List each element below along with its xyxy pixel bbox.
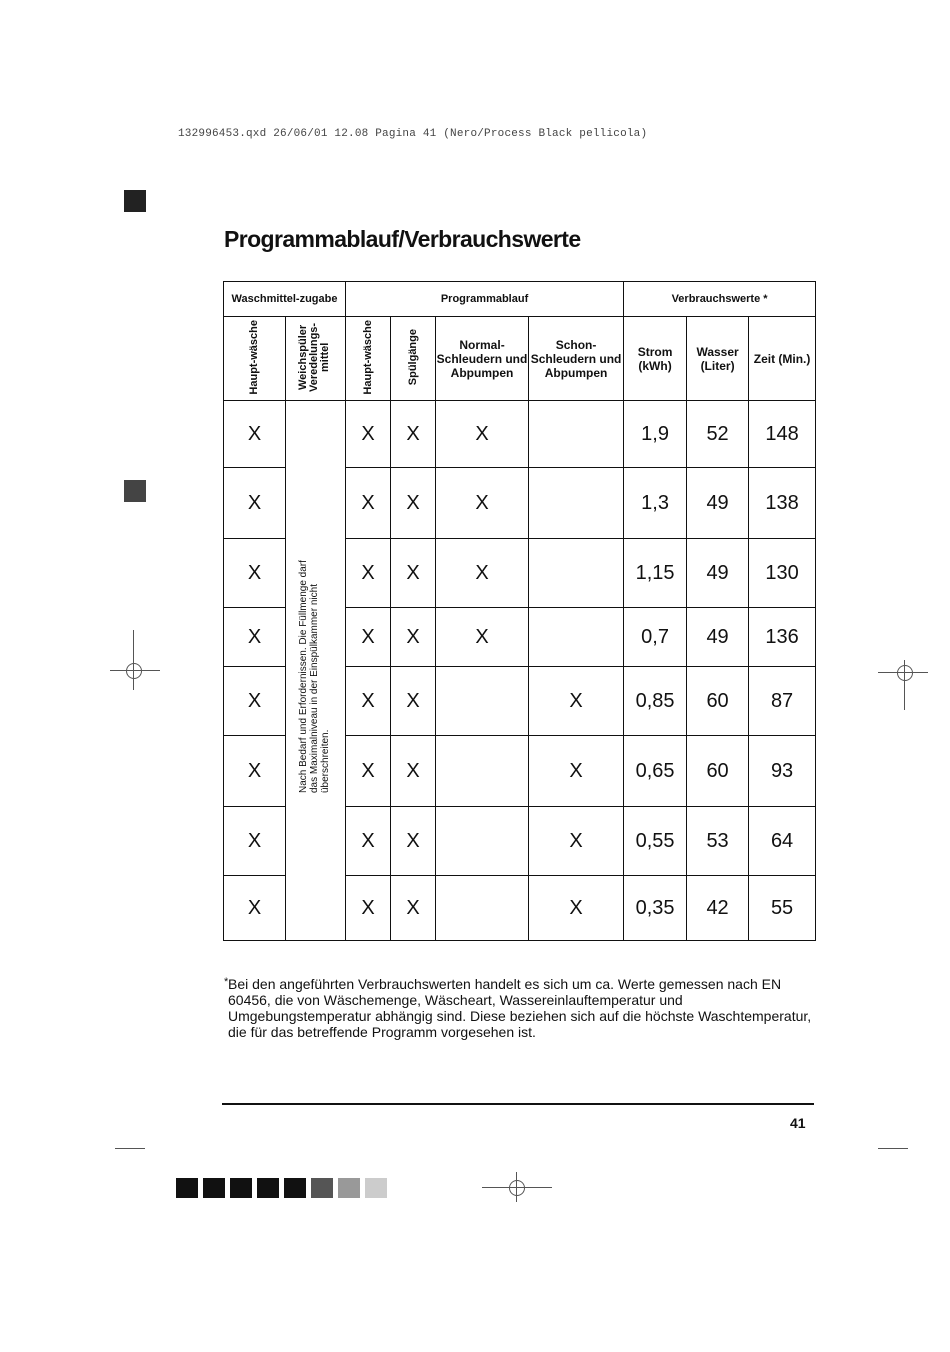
softener-note: Nach Bedarf und Erfordernissen. Die Füllmenge darf das Maximalniveau in der Einspülkammer nicht überschreiten. <box>297 560 331 793</box>
cell-normal: X <box>436 608 529 667</box>
cell-zeit: 55 <box>749 876 816 941</box>
col-header-strom: Strom (kWh) <box>624 317 687 401</box>
cell-normal: X <box>436 539 529 608</box>
page-title: Programmablauf/Verbrauchswerte <box>224 226 581 252</box>
cell-strom: 1,9 <box>624 401 687 468</box>
cell-spuel: X <box>391 401 436 468</box>
col-header-hauptwaesche-2 <box>346 317 391 401</box>
cell-haupt2: X <box>346 468 391 539</box>
col-label-hauptwaesche: Haupt-wäsche <box>248 319 260 395</box>
footnote-marker: * <box>224 976 229 988</box>
page-number: 41 <box>790 1115 806 1131</box>
cell-schon <box>529 608 624 667</box>
cell-normal <box>436 736 529 807</box>
group-header-program: Programmablauf <box>346 282 624 317</box>
col-header-normal: Normal-Schleudern und Abpumpen <box>436 317 529 401</box>
cell-normal: X <box>436 468 529 539</box>
cell-zeit: 136 <box>749 608 816 667</box>
footnote-text: Bei den angeführten Verbrauchswerten handelt es sich um ca. Werte gemessen nach EN 60456, die von Wäschemenge, Wäscheart, Wassereinlauftemperatur und Umgebungstemperatur abhängig sind. Diese beziehen sich auf die höchste Waschtemperatur, die für das betreffende Programm vorgesehen ist. <box>228 976 812 1040</box>
crop-mark-right <box>878 660 928 710</box>
cell-haupt2: X <box>346 608 391 667</box>
cell-wasser: 42 <box>687 876 749 941</box>
col-label-spuelgaenge: Spülgänge <box>406 328 419 386</box>
cell-strom: 0,65 <box>624 736 687 807</box>
cell-schon: X <box>529 876 624 941</box>
cell-strom: 0,55 <box>624 807 687 876</box>
cell-wasser: 52 <box>687 401 749 468</box>
cell-haupt2: X <box>346 736 391 807</box>
cell-spuel: X <box>391 736 436 807</box>
softener-note-cell <box>286 401 346 941</box>
crop-mark-bottom-left <box>115 1148 145 1150</box>
cell-haupt2: X <box>346 876 391 941</box>
cell-wasser: 49 <box>687 468 749 539</box>
cell-wasser: 49 <box>687 608 749 667</box>
cell-zeit: 130 <box>749 539 816 608</box>
group-header-consumption: Verbrauchswerte * <box>624 282 816 317</box>
cell-zeit: 93 <box>749 736 816 807</box>
color-bar <box>311 1178 333 1198</box>
color-bar <box>230 1178 252 1198</box>
color-bar <box>176 1178 198 1198</box>
col-header-wasser: Wasser (Liter) <box>687 317 749 401</box>
col-header-spuelgaenge <box>391 317 436 401</box>
cell-wasser: 60 <box>687 736 749 807</box>
col-header-zeit: Zeit (Min.) <box>749 317 816 401</box>
color-bar <box>338 1178 360 1198</box>
cell-zeit: 148 <box>749 401 816 468</box>
cell-wasser: 60 <box>687 667 749 736</box>
cell-schon: X <box>529 667 624 736</box>
cell-schon <box>529 401 624 468</box>
group-header-row <box>224 282 816 317</box>
cell-strom: 0,35 <box>624 876 687 941</box>
cell-strom: 0,7 <box>624 608 687 667</box>
col-label-weichspueler: Weichspüler Veredelungs-mittel <box>296 322 331 392</box>
cell-wasser: 49 <box>687 539 749 608</box>
cell-haupt: X <box>224 807 286 876</box>
group-header-detergent: Waschmittel-zugabe <box>224 282 346 317</box>
cell-haupt: X <box>224 736 286 807</box>
cell-zeit: 87 <box>749 667 816 736</box>
cell-haupt: X <box>224 539 286 608</box>
cell-haupt2: X <box>346 667 391 736</box>
cell-haupt2: X <box>346 807 391 876</box>
cell-zeit: 138 <box>749 468 816 539</box>
cell-spuel: X <box>391 468 436 539</box>
cell-haupt: X <box>224 608 286 667</box>
cell-spuel: X <box>391 608 436 667</box>
cell-haupt: X <box>224 468 286 539</box>
col-label-hauptwaesche-2: Haupt-wäsche <box>361 319 374 395</box>
cell-spuel: X <box>391 876 436 941</box>
cell-schon <box>529 539 624 608</box>
color-bar <box>257 1178 279 1198</box>
cell-spuel: X <box>391 807 436 876</box>
col-header-weichspueler <box>286 317 346 401</box>
cell-haupt2: X <box>346 539 391 608</box>
color-bar-strip <box>176 1178 387 1198</box>
cell-schon: X <box>529 807 624 876</box>
cell-haupt: X <box>224 876 286 941</box>
crop-mark-bottom-right <box>878 1148 908 1150</box>
cell-haupt: X <box>224 667 286 736</box>
column-header-row <box>224 317 816 401</box>
crop-mark-left <box>110 630 160 690</box>
color-bar <box>203 1178 225 1198</box>
crop-mark-bottom <box>482 1172 552 1202</box>
col-header-hauptwaesche <box>224 317 286 401</box>
program-table <box>223 281 816 941</box>
footer-rule <box>222 1103 814 1105</box>
cell-schon: X <box>529 736 624 807</box>
table-body <box>224 401 816 941</box>
cell-normal <box>436 876 529 941</box>
color-bar <box>365 1178 387 1198</box>
cell-zeit: 64 <box>749 807 816 876</box>
color-bar <box>284 1178 306 1198</box>
cell-strom: 1,15 <box>624 539 687 608</box>
registration-square-top <box>124 190 146 212</box>
cell-strom: 0,85 <box>624 667 687 736</box>
footnote <box>224 976 818 1040</box>
cell-strom: 1,3 <box>624 468 687 539</box>
col-header-schon: Schon-Schleudern und Abpumpen <box>529 317 624 401</box>
cell-spuel: X <box>391 539 436 608</box>
cell-wasser: 53 <box>687 807 749 876</box>
cell-schon <box>529 468 624 539</box>
cell-normal: X <box>436 401 529 468</box>
cell-normal <box>436 667 529 736</box>
table-row <box>224 401 816 468</box>
registration-square-mid <box>124 480 146 502</box>
cell-haupt: X <box>224 401 286 468</box>
cell-haupt2: X <box>346 401 391 468</box>
print-header: 132996453.qxd 26/06/01 12.08 Pagina 41 (Nero/Process Black pellicola) <box>178 128 648 140</box>
cell-spuel: X <box>391 667 436 736</box>
cell-normal <box>436 807 529 876</box>
